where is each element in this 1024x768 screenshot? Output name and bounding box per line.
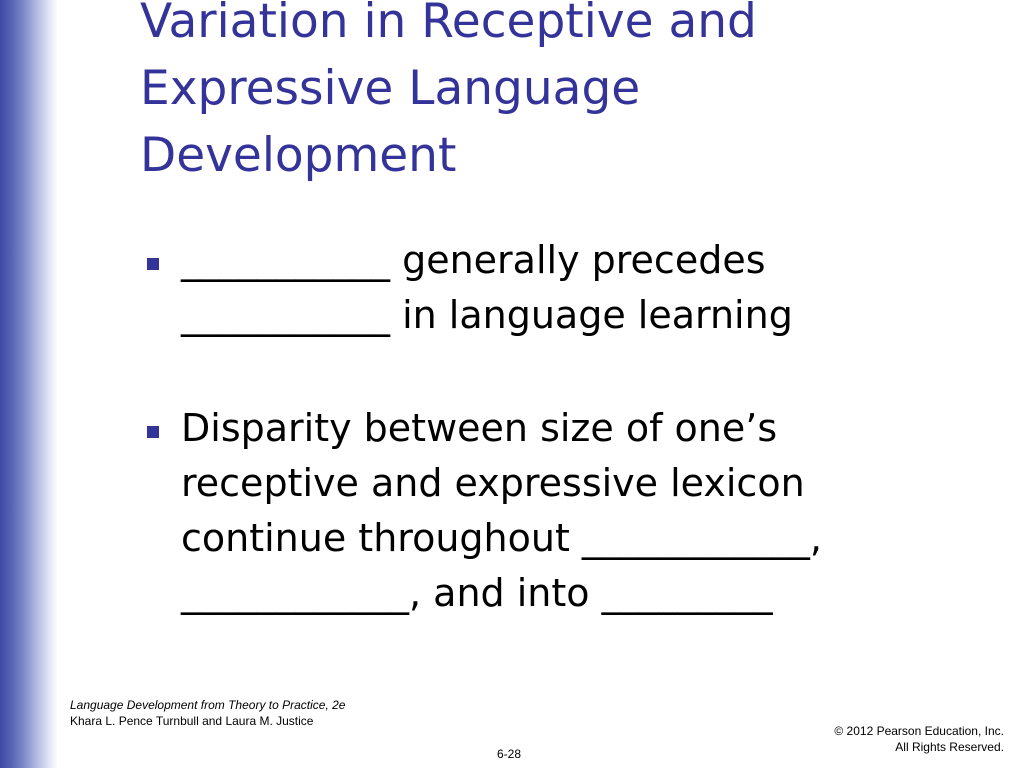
bullet-item <box>140 401 1010 621</box>
bullet-text-line: ___________ in language learning <box>181 293 793 337</box>
bullet-text-line: ___________ generally precedes <box>181 238 766 282</box>
slide-title-line: Development <box>140 128 457 183</box>
footer-copyright <box>834 723 1004 755</box>
footer-book-title: Language Development from Theory to Practice, 2e <box>70 698 346 712</box>
page-number: 6-28 <box>497 747 522 761</box>
slide-title-line: Variation in Receptive and <box>140 0 757 49</box>
bullet-text-line: Disparity between size of one’s <box>181 406 778 450</box>
copyright-text: © 2012 Pearson Education, Inc. <box>834 724 1004 738</box>
slide-title <box>140 0 1000 189</box>
bullet-list <box>140 233 1010 679</box>
side-gradient-bar <box>0 0 58 768</box>
footer-authors: Khara L. Pence Turnbull and Laura M. Justice <box>70 714 314 728</box>
rights-text: All Rights Reserved. <box>895 740 1004 754</box>
bullet-text-line: ____________, and into _________ <box>181 571 773 615</box>
bullet-text-line: continue throughout ____________, <box>181 516 823 560</box>
square-bullet-icon <box>147 426 159 438</box>
slide-title-line: Expressive Language <box>140 61 641 116</box>
bullet-text-line: receptive and expressive lexicon <box>181 461 805 505</box>
square-bullet-icon <box>147 258 159 270</box>
footer-citation <box>70 697 370 729</box>
bullet-item <box>140 233 1010 343</box>
